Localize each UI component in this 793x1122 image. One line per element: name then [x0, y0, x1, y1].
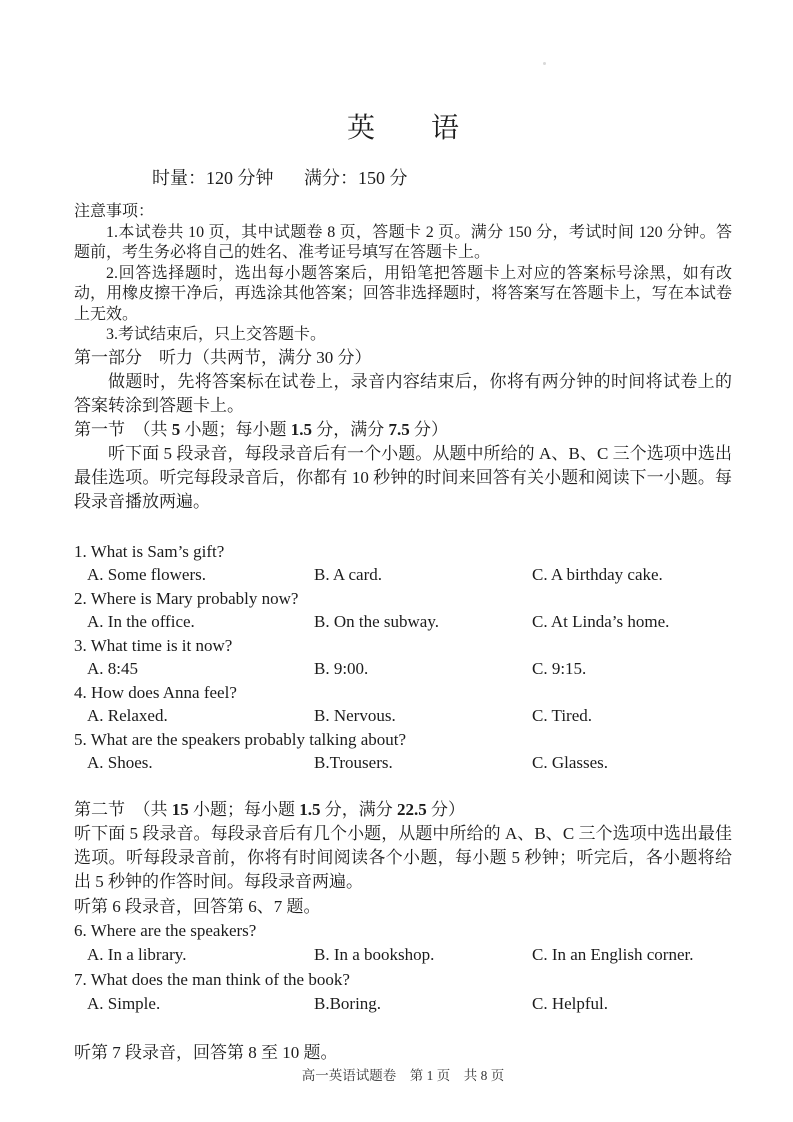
exam-meta [74, 166, 732, 190]
exam-title: 英 语 [346, 113, 459, 144]
option-a: A. Relaxed. [87, 706, 168, 725]
question-text: 6. Where are the speakers? [74, 920, 257, 940]
option-b: B. 9:00. [314, 659, 369, 678]
part1-listening [74, 346, 732, 514]
question-options [74, 943, 732, 967]
question-text: 7. What does the man think of the book? [74, 969, 350, 989]
option-c: C. At Linda’s home. [532, 612, 670, 631]
section2 [74, 798, 732, 1017]
option-b: B. A card. [314, 565, 382, 584]
notice-item-3: 3.考试结束后，只上交答题卡。 [106, 326, 327, 343]
option-a: A. Some flowers. [87, 565, 206, 584]
question-options [74, 563, 732, 587]
question-7 [74, 968, 732, 1017]
question-6 [74, 919, 732, 968]
option-b: B. In a bookshop. [314, 945, 435, 965]
option-b: B.Boring. [314, 993, 382, 1013]
question-text: 3. What time is it now? [74, 635, 233, 655]
option-c: C. Glasses. [532, 753, 609, 772]
notice-item-2: 2.回答选择题时，选出每小题答案后，用铅笔把答题卡上对应的答案标号涂黑，如有改动，用橡皮擦干净后，再选涂其他答案；回答非选择题时，将答案写在答题卡上，写在本试卷上无效。 [74, 264, 732, 323]
question-text: 1. What is Sam’s gift? [74, 541, 225, 561]
question-5 [74, 728, 732, 775]
question-text: 2. Where is Mary probably now? [74, 588, 299, 608]
option-b: B. Nervous. [314, 706, 396, 725]
option-a: A. 8:45 [87, 659, 138, 678]
option-c: C. Helpful. [532, 993, 609, 1013]
question-options [74, 657, 732, 681]
notice-section [74, 202, 732, 346]
option-a: A. Shoes. [87, 753, 153, 772]
question-options [74, 751, 732, 775]
option-a: A. In the office. [87, 612, 195, 631]
question-3 [74, 634, 732, 681]
recording7-lead: 听第 7 段录音，回答第 8 至 10 题。 [74, 1043, 338, 1063]
section1-questions [74, 540, 732, 775]
recording6-lead: 听第 6 段录音，回答第 6、7 题。 [74, 896, 321, 916]
question-text: 5. What are the speakers probably talking about? [74, 729, 407, 749]
question-text: 4. How does Anna feel? [74, 682, 237, 702]
section2-heading: 第二节 （共 15 小题；每小题 1.5 分，满分 22.5 分） [74, 799, 465, 819]
exam-duration: 时量：120 分钟 [152, 168, 274, 188]
option-c: C. In an English corner. [532, 945, 694, 965]
page-footer: 高一英语试题卷 第 1 页 共 8 页 [301, 1068, 505, 1084]
option-b: B. On the subway. [314, 612, 439, 631]
section1-heading: 第一节 （共 5 小题；每小题 1.5 分，满分 7.5 分） [74, 419, 448, 439]
question-4 [74, 681, 732, 728]
notice-item-1: 1.本试卷共 10 页，其中试题卷 8 页，答题卡 2 页。满分 150 分，考试时间 120 分钟。答题前，考生务必将自己的姓名、准考证号填写在答题卡上。 [74, 223, 732, 261]
option-b: B.Trousers. [314, 753, 393, 772]
section2-intro: 听下面 5 段录音。每段录音后有几个小题，从题中所给的 A、B、C 三个选项中选出最佳选项。听每段录音前，你将有时间阅读各个小题，每小题 5 秒钟；听完后，各小题将给出 5 秒钟的作答时间。每段录音两遍。 [74, 823, 732, 892]
question-1 [74, 540, 732, 587]
exam-full-score: 满分：150 分 [304, 168, 408, 188]
part1-heading: 第一部分 听力（共两节，满分 30 分） [74, 347, 372, 367]
notice-heading: 注意事项： [74, 203, 155, 220]
part1-intro: 做题时，先将答案标在试卷上，录音内容结束后，你将有两分钟的时间将试卷上的答案转涂到答题卡上。 [74, 371, 732, 415]
option-a: A. In a library. [87, 945, 187, 965]
option-c: C. Tired. [532, 706, 592, 725]
page-content [74, 108, 732, 1086]
scan-speck [543, 62, 546, 65]
section1-intro: 听下面 5 段录音，每段录音后有一个小题。从题中所给的 A、B、C 三个选项中选出最佳选项。听完每段录音后，你都有 10 秒钟的时间来回答有关小题和阅读下一小题。每段录音播放两遍。 [74, 443, 732, 511]
option-a: A. Simple. [87, 993, 161, 1013]
question-options [74, 704, 732, 728]
option-c: C. A birthday cake. [532, 565, 663, 584]
question-2 [74, 587, 732, 634]
question-options [74, 610, 732, 634]
question-options [74, 992, 732, 1016]
option-c: C. 9:15. [532, 659, 587, 678]
